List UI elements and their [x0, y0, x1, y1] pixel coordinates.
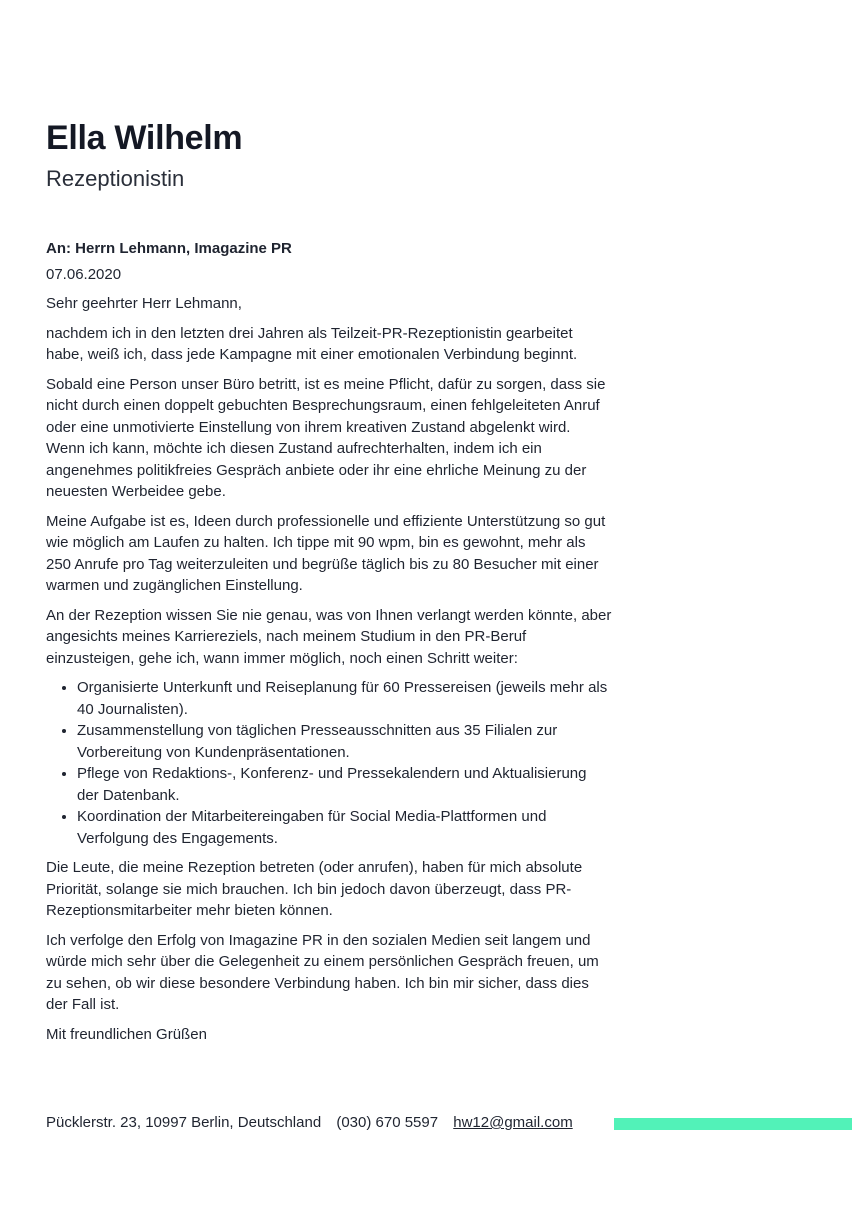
letter-header [46, 116, 242, 194]
address-text: Pücklerstr. 23, 10997 Berlin, Deutschland [46, 1114, 322, 1131]
paragraph-duties: Sobald eine Person unser Büro betritt, ist es meine Pflicht, dafür zu sorgen, dass sie nicht durch einen doppelt gebuchten Besprechungsraum, einen fehlgeleiteten Anruf oder eine unmotivierte Einstellung von ihrem kreativen Zustand abgelenkt wird. Wenn ich kann, möchte ich diesen Zustand aufrechterhalten, indem ich ein angenehmes politikfreies Gespräch anbiete oder ihr eine ehrliche Meinung zu der neuesten Werbeidee gebe. [46, 375, 606, 500]
paragraph-intro: nachdem ich in den letzten drei Jahren als Teilzeit-PR-Rezeptionistin gearbeitet habe, weiß ich, dass jede Kampagne mit einer emotionalen Verbindung beginnt. [46, 324, 578, 363]
applicant-job-title: Rezeptionistin [46, 166, 185, 191]
salutation: Sehr geehrter Herr Lehmann, [46, 295, 242, 312]
paragraph-closing-statement: Ich verfolge den Erfolg von Imagazine PR in den sozialen Medien seit langem und würde mich sehr über die Gelegenheit zu einem persönlichen Gespräch freuen, um zu sehen, ob wir diese besondere Verbindung haben. Ich bin mir sicher, dass dies der Fall ist. [46, 931, 599, 1013]
paragraph-goals: An der Rezeption wissen Sie nie genau, was von Ihnen verlangt werden könnte, aber angesichts meines Karriereziels, nach meinem Studium in den PR-Beruf einzusteigen, gehe ich, wann immer möglich, noch einen Schritt weiter: [46, 606, 612, 667]
letter-date: 07.06.2020 [46, 265, 122, 283]
list-item: • Koordination der Mitarbeitereingaben für Social Media-Plattformen und Verfolgung des Engagements. [77, 806, 612, 849]
recipient-line: An: Herrn Lehmann, Imagazine PR [46, 240, 292, 257]
closing: Mit freundlichen Grüßen [46, 1025, 207, 1043]
paragraph-skills: Meine Aufgabe ist es, Ideen durch professionelle und effiziente Unterstützung so gut wie möglich am Laufen zu halten. Ich tippe mit 90 wpm, bin es gewohnt, mehr als 250 Anrufe pro Tag weiterzuleiten und begrüße täglich bis zu 80 Besucher mit einer warmen und zugänglichen Einstellung. [46, 512, 606, 594]
accent-bar [614, 1118, 852, 1130]
contact-footer [46, 1112, 573, 1133]
list-item: • Organisierte Unterkunft und Reiseplanung für 60 Pressereisen (jeweils mehr als 40 Journalisten). [77, 677, 612, 720]
letter-body [46, 238, 612, 1053]
applicant-name: Ella Wilhelm [46, 119, 243, 157]
list-item: • Zusammenstellung von täglichen Presseausschnitten aus 35 Filialen zur Vorbereitung von Kundenpräsentationen. [77, 720, 612, 763]
email-link[interactable]: hw12@gmail.com [453, 1114, 573, 1131]
paragraph-priority: Die Leute, die meine Rezeption betreten (oder anrufen), haben für mich absolute Priorität, solange sie mich brauchen. Ich bin jedoch davon überzeugt, dass PR-Rezeptionsmitarbeiter mehr bieten können. [46, 859, 583, 919]
achievements-list [46, 677, 612, 849]
list-item: • Pflege von Redaktions-, Konferenz- und Pressekalendern und Aktualisierung der Datenbank. [77, 763, 612, 806]
phone-text: (030) 670 5597 [336, 1114, 439, 1131]
